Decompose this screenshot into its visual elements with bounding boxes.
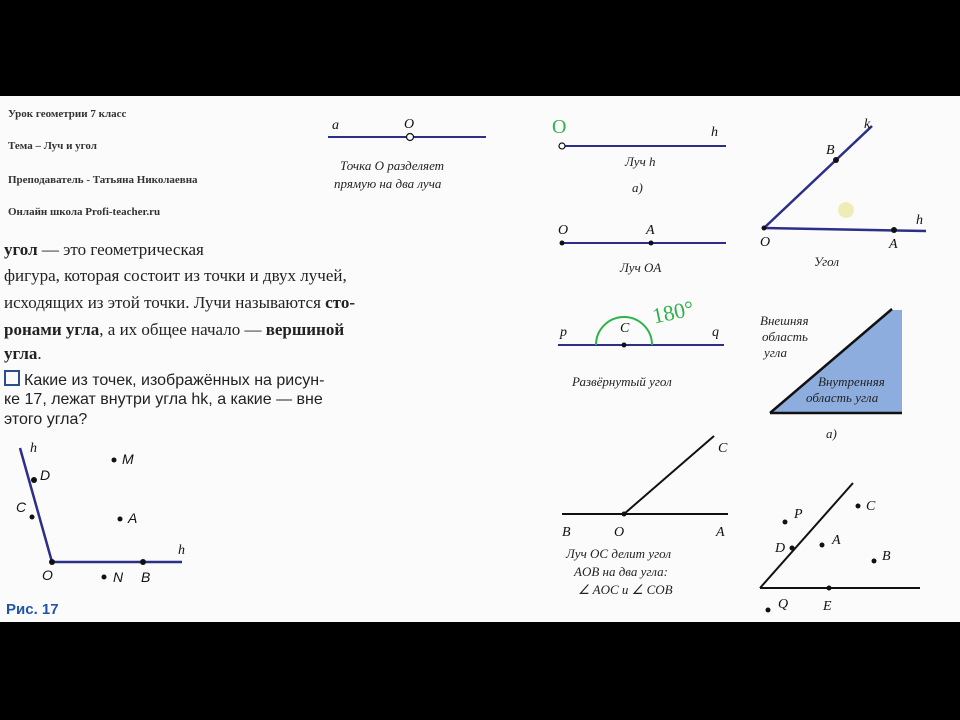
line-caption-1: Точка О разделяет [340, 158, 445, 173]
question-line-1: Какие из точек, изображённых на рисун- [4, 370, 324, 391]
point-O [49, 559, 55, 565]
oc-caption-1: Луч OC делит угол [566, 546, 672, 561]
label-Q: Q [778, 597, 789, 612]
definition-line-2: фигура, которая состоит из точки и двух лучей, [4, 266, 347, 285]
teacher-name: Преподаватель - Татьяна Николаевна [8, 174, 198, 186]
definition-line-1: угол — это геометрическая [4, 240, 204, 259]
label-C: C [16, 499, 27, 515]
label-D-pts: D [775, 541, 786, 556]
straight-caption: Развёрнутый угол [572, 374, 672, 389]
figure-regions [760, 309, 902, 441]
label-B-OC: B [562, 525, 571, 540]
label-O-line: O [404, 117, 415, 132]
school-name: Онлайн школа Profi-teacher.ru [8, 206, 161, 218]
label-B: B [141, 569, 151, 585]
figure-ray-OA [558, 223, 726, 275]
figure-angle-hk [760, 117, 926, 269]
inner-label-2: область угла [806, 390, 879, 405]
label-P: P [794, 507, 803, 522]
question-line-2: ке 17, лежат внутри угла hk, а какие — вне [4, 391, 323, 408]
label-a: a [332, 118, 339, 133]
question-line-3: этого угла? [4, 411, 88, 428]
label-A-OC: A [716, 525, 725, 540]
figure-angle-points [760, 483, 920, 614]
line-caption-2: прямую на два луча [334, 176, 442, 191]
point-C [30, 515, 35, 520]
ray-OA-caption: Луч OA [620, 260, 662, 275]
label-h-ray: h [711, 125, 718, 140]
point-N [102, 575, 107, 580]
point-M [112, 458, 117, 463]
label-D: D [40, 467, 51, 483]
point-B [140, 559, 146, 565]
label-O: O [42, 567, 53, 583]
outer-label-2: область [762, 329, 808, 344]
interior-highlight [838, 202, 854, 218]
label-B-angle: B [826, 143, 835, 158]
label-h-top: h [30, 441, 37, 456]
regions-sub: а) [826, 426, 837, 441]
figure-17 [16, 441, 185, 585]
label-B-pts: B [882, 549, 891, 564]
label-A-OA: A [646, 223, 655, 238]
label-A: A [128, 510, 138, 526]
angle-caption: Угол [814, 254, 840, 269]
point-D [31, 477, 37, 483]
label-180-degrees: 180° [649, 295, 697, 329]
label-A-pts: A [832, 533, 841, 548]
definition-line-5: угла. [4, 344, 42, 363]
label-O-angle: O [760, 235, 771, 250]
outer-label-1: Внешняя [760, 313, 809, 328]
figure-straight-angle [558, 295, 724, 389]
figure-ray-OC [562, 436, 728, 597]
figure-17-caption: Рис. 17 [6, 601, 59, 618]
point-A [118, 517, 123, 522]
label-O-ray-h: O [552, 116, 567, 138]
label-M: M [122, 451, 134, 467]
lesson-title: Урок геометрии 7 класс [8, 108, 127, 120]
label-O-OC: O [614, 525, 625, 540]
definition-line-3: исходящих из этой точки. Лучи называются сто- [4, 293, 355, 312]
label-A-angle: A [889, 237, 898, 252]
figure-ray-h [552, 116, 726, 195]
oc-caption-3: ∠ AOC и ∠ COB [578, 582, 673, 597]
label-C-pts: C [866, 499, 876, 514]
ray-h-caption: Луч h [625, 154, 656, 169]
label-p: p [560, 325, 567, 340]
label-k: k [864, 117, 871, 132]
label-O-OA: O [558, 223, 569, 238]
definition-line-4: ронами угла, а их общее начало — вершиной [4, 320, 345, 339]
label-q: q [712, 325, 719, 340]
definition-term: угол [4, 240, 38, 259]
outer-label-3: угла [764, 345, 787, 360]
oc-caption-2: AOB на два угла: [574, 564, 668, 579]
label-h-angle: h [916, 213, 923, 228]
label-N: N [113, 569, 124, 585]
point-O-open [407, 134, 414, 141]
figure-line-divided [328, 117, 486, 191]
topic-title: Тема – Луч и угол [8, 140, 97, 152]
label-E: E [823, 599, 832, 614]
label-C-OC: C [718, 441, 728, 456]
inner-label-1: Внутренняя [818, 374, 885, 389]
label-h-right: h [178, 543, 185, 558]
label-C-straight: C [620, 321, 630, 336]
lesson-slide [0, 96, 960, 622]
figures-svg [0, 96, 960, 622]
ray-h-sub: а) [632, 180, 643, 195]
